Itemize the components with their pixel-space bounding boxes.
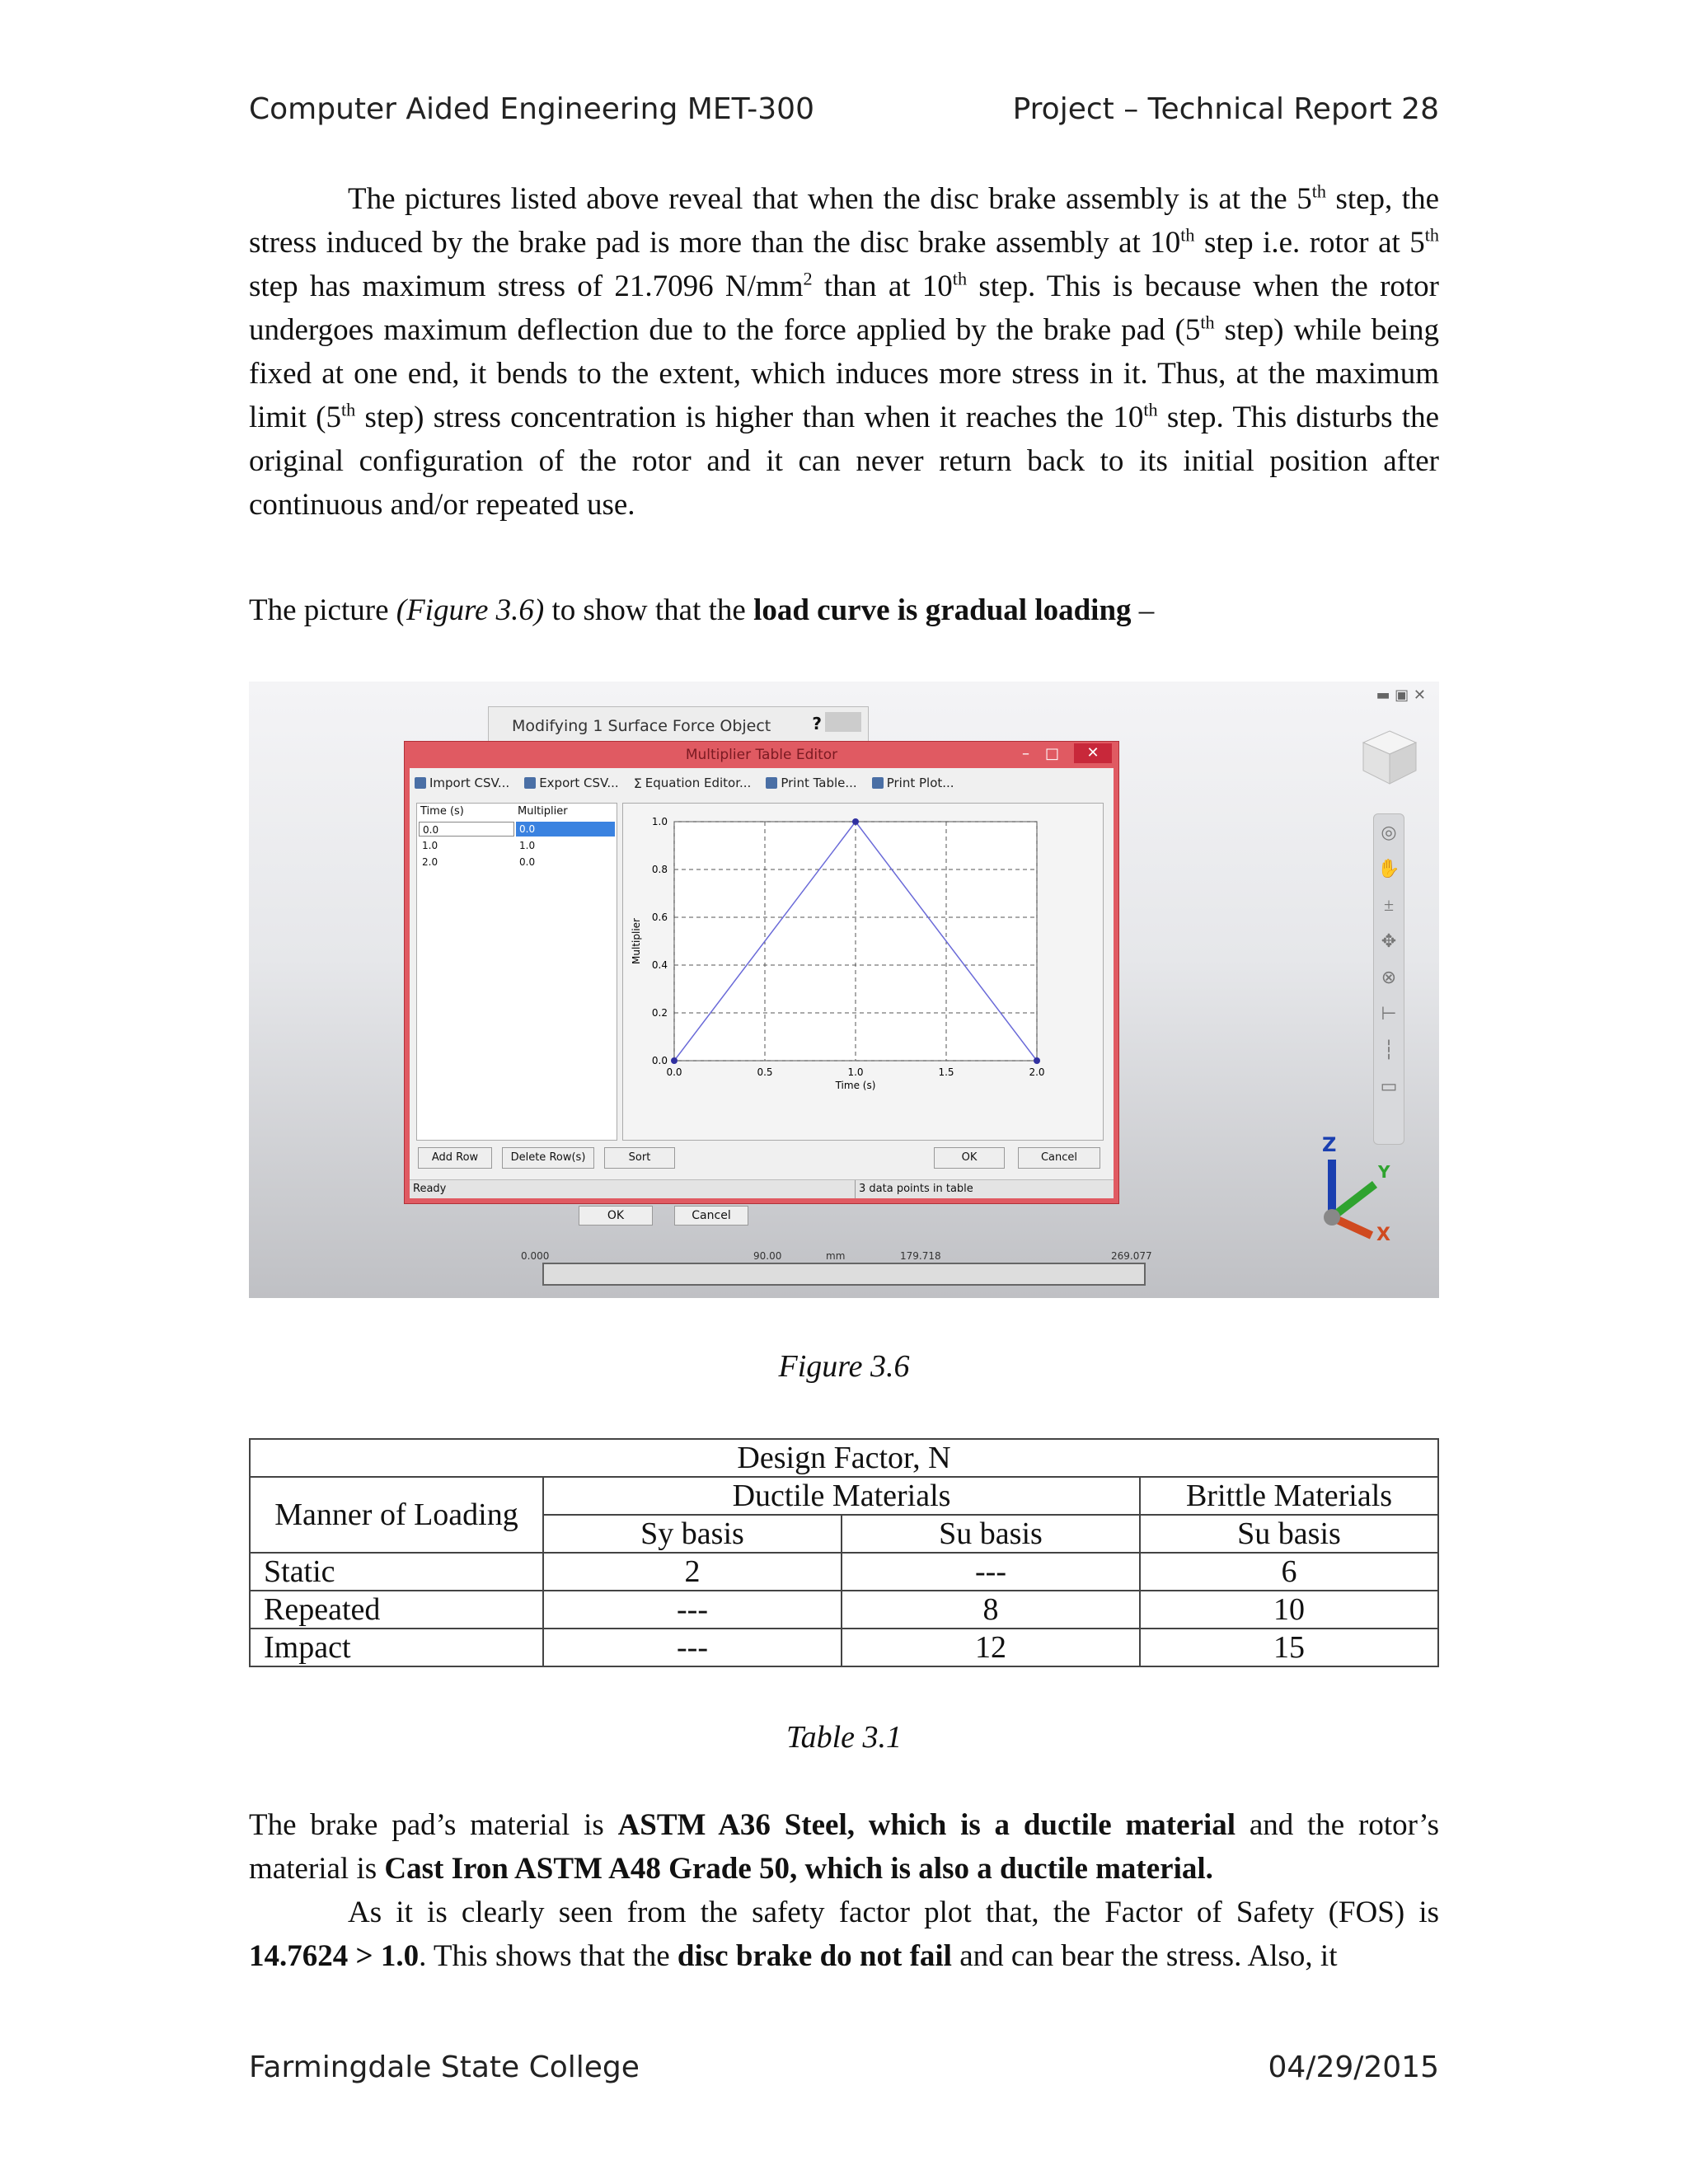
editor-body (410, 768, 1114, 1198)
header-manner-of-loading: Manner of Loading (250, 1477, 543, 1553)
table-cell: 12 (842, 1629, 1140, 1666)
y-tick-label: 0.8 (651, 864, 668, 875)
data-point (852, 818, 859, 825)
print-table-button[interactable]: Print Table... (766, 776, 856, 790)
paragraph-stress-analysis: The pictures listed above reveal that when the disc brake assembly is at the 5th step, the stress induced by the brake pad is more than the disc brake assembly at 10th step i.e. rotor at 5th step has maximum stress of 21.7096 $N/mm^2$ than at 10th step. This is because when the rotor undergoes maximum deflection due to the force applied by the brake pad (5th step) while being fixed at one end, it bends to the extent, which induces more stress in it. Thus, at the maximum limit (5th step) stress concentration is higher than when it reaches the 10th step. This disturbs the original configuration of the rotor and it can never return back to its initial position after continuous and/or repeated use. (249, 180, 1439, 522)
steering-wheel-icon[interactable]: ◎ (1381, 822, 1397, 842)
table-cell[interactable]: 2.0 (422, 856, 438, 868)
svg-text:Z: Z (1322, 1133, 1337, 1156)
column-header-time: Time (s) (420, 805, 464, 818)
close-icon[interactable]: ✕ (1074, 743, 1112, 763)
multiplier-plot (622, 803, 1104, 1141)
table-cell: 2 (543, 1553, 842, 1591)
y-tick-label: 0.2 (651, 1007, 668, 1019)
figure-caption: Figure 3.6 (778, 1349, 910, 1384)
orbit-icon[interactable]: ✥ (1381, 930, 1397, 951)
figure-screenshot (249, 682, 1439, 1298)
zoom-icon[interactable]: ± (1383, 894, 1395, 915)
header-su-basis: Su basis (842, 1515, 1140, 1553)
editor-toolbar (410, 768, 1114, 798)
equation-editor-button[interactable]: Σ Equation Editor... (633, 775, 752, 791)
save-icon (524, 777, 536, 789)
status-data-points: 3 data points in table (855, 1180, 973, 1198)
sort-button[interactable]: Sort (604, 1147, 675, 1169)
y-tick-label: 0.0 (651, 1055, 668, 1066)
table-cell: --- (842, 1553, 1140, 1591)
bg-ok-button[interactable]: OK (579, 1206, 653, 1226)
header-report-page: Project – Technical Report 28 (1012, 92, 1439, 126)
header-brittle-su-basis: Su basis (1140, 1515, 1438, 1553)
svg-text:X: X (1376, 1225, 1390, 1242)
help-icon[interactable]: ? (812, 714, 822, 733)
table-cell: --- (543, 1591, 842, 1629)
table-cell: 15 (1140, 1629, 1438, 1666)
import-csv-button[interactable]: Import CSV... (415, 776, 509, 790)
scale-label-max: 269.077 (1111, 1250, 1152, 1262)
add-row-button[interactable]: Add Row (418, 1147, 492, 1169)
table-cell: Static (250, 1553, 543, 1591)
slider-icon[interactable]: ⊢ (1381, 1003, 1397, 1024)
close-icon[interactable] (825, 712, 861, 732)
table-row (250, 1591, 1438, 1629)
table-cell[interactable]: 0.0 (519, 856, 536, 868)
paragraph-safety-factor: As it is clearly seen from the safety factor plot that, the Factor of Safety (FOS) is 14.7624 > 1.0. This shows that the disc brake do not fail and can bear the stress. Also, it (249, 1896, 1439, 1973)
y-tick-label: 1.0 (651, 816, 668, 827)
printer-icon (872, 777, 884, 789)
table-cell[interactable]: 0.0 (516, 822, 615, 837)
y-tick-label: 0.6 (651, 912, 668, 923)
surface-force-dialog-title: Modifying 1 Surface Force Object (512, 717, 771, 735)
x-tick-label: 1.0 (847, 1066, 864, 1078)
window-controls[interactable]: ▬ ▣ ✕ (1376, 687, 1426, 704)
x-tick-label: 0.5 (757, 1066, 773, 1078)
table-cell: 10 (1140, 1591, 1438, 1629)
table-cell: 6 (1140, 1553, 1438, 1591)
scale-label-3: 179.718 (900, 1250, 941, 1262)
cancel-button[interactable]: Cancel (1018, 1147, 1100, 1169)
axis-triad-icon (1307, 1127, 1406, 1242)
y-axis-label: Multiplier (631, 918, 642, 964)
table-cell: 8 (842, 1591, 1140, 1629)
spacer-icon: ┆ (1383, 1039, 1395, 1060)
status-ready: Ready (413, 1183, 447, 1195)
x-tick-label: 2.0 (1029, 1066, 1045, 1078)
table-row (250, 1629, 1438, 1666)
table-cell[interactable]: 1.0 (519, 840, 536, 851)
sigma-icon: Σ (633, 775, 642, 791)
header-title: Computer Aided Engineering MET-300 (249, 92, 814, 126)
table-cell: Impact (250, 1629, 543, 1666)
footer-college: Farmingdale State College (249, 2050, 640, 2084)
footer-date: 04/29/2015 (1268, 2050, 1439, 2084)
navigation-bar[interactable] (1373, 813, 1404, 1145)
x-axis-label: Time (s) (835, 1080, 876, 1091)
result-scale-bar (542, 1263, 1146, 1286)
table-cell: Repeated (250, 1591, 543, 1629)
paragraph-materials: The brake pad’s material is ASTM A36 Steel, which is a ductile material and the rotor’s material is Cast Iron ASTM A48 Grade 50, which is also a ductile material. (249, 1808, 1439, 1886)
data-point (671, 1057, 678, 1064)
paragraph-figure-intro: The picture (Figure 3.6) to show that the load curve is gradual loading – (249, 593, 1155, 627)
table-row (250, 1553, 1438, 1591)
multiplier-chart (623, 804, 1103, 1140)
export-csv-button[interactable]: Export CSV... (524, 776, 619, 790)
scale-label-min: 0.000 (521, 1250, 550, 1262)
table-title: Design Factor, N (250, 1439, 1438, 1477)
header-sy-basis: Sy basis (543, 1515, 842, 1553)
header-ductile: Ductile Materials (543, 1477, 1140, 1515)
delete-rows-button[interactable]: Delete Row(s) (502, 1147, 594, 1169)
scale-label-unit: mm (826, 1250, 846, 1262)
viewcube-icon[interactable] (1357, 724, 1423, 790)
column-header-multiplier: Multiplier (518, 805, 568, 818)
multiplier-table-editor (404, 741, 1119, 1204)
status-bar (410, 1179, 1114, 1198)
y-tick-label: 0.4 (651, 959, 668, 971)
multiplier-table[interactable] (416, 803, 617, 1141)
header-brittle: Brittle Materials (1140, 1477, 1438, 1515)
folder-icon (415, 777, 426, 789)
design-factor-table (249, 1438, 1439, 1667)
x-tick-label: 1.5 (938, 1066, 954, 1078)
table-caption: Table 3.1 (785, 1720, 903, 1755)
record-icon[interactable]: ▭ (1380, 1076, 1398, 1096)
ok-button[interactable]: OK (934, 1147, 1005, 1169)
svg-text:Y: Y (1378, 1162, 1390, 1182)
pan-icon[interactable]: ✋ (1377, 858, 1400, 879)
table-cell[interactable]: 1.0 (422, 840, 438, 851)
table-cell[interactable]: 0.0 (419, 822, 514, 837)
x-tick-label: 0.0 (666, 1066, 682, 1078)
maximize-icon[interactable]: □ (1044, 745, 1059, 762)
scale-label-2: 90.00 (753, 1250, 782, 1262)
look-icon[interactable]: ⊗ (1381, 967, 1397, 987)
table-cell: --- (543, 1629, 842, 1666)
bg-cancel-button[interactable]: Cancel (674, 1206, 748, 1226)
minimize-icon[interactable]: – (1022, 745, 1029, 762)
editor-title: Multiplier Table Editor (685, 747, 838, 763)
data-point (1034, 1057, 1040, 1064)
printer-icon (766, 777, 777, 789)
print-plot-button[interactable]: Print Plot... (872, 776, 954, 790)
